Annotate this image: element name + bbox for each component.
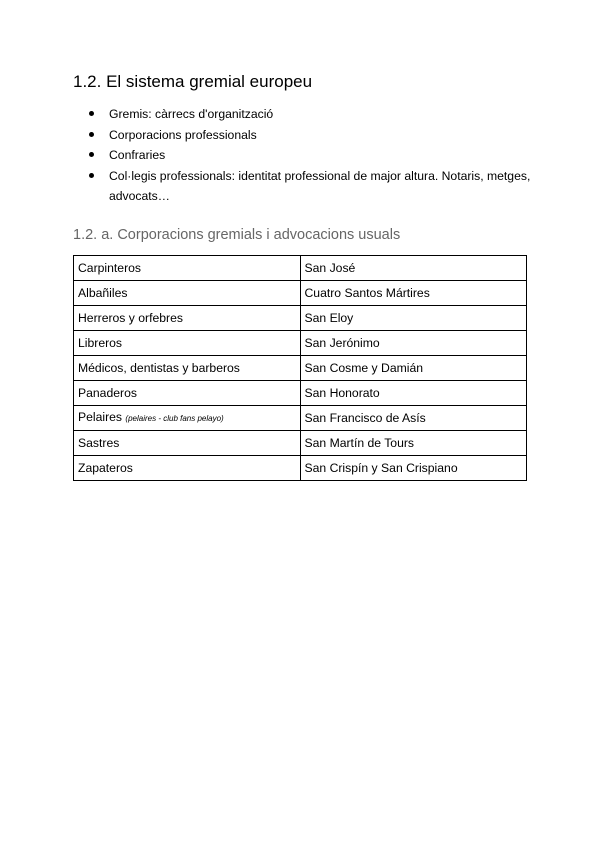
guild-cell: Herreros y orfebres <box>74 306 301 331</box>
patron-cell: San Francisco de Asís <box>300 406 527 431</box>
bullet-item <box>86 145 536 166</box>
table-row <box>74 406 527 431</box>
bullet-text: Col·legis professionals: identitat professional de major altura. Notaris, metges, advocats… <box>109 168 531 203</box>
table-row <box>74 456 527 481</box>
table-row <box>74 331 527 356</box>
patron-cell: Cuatro Santos Mártires <box>300 281 527 306</box>
section-heading: 1.2. El sistema gremial europeu <box>73 72 313 91</box>
bullet-text: Corporacions professionals <box>109 127 257 142</box>
table-row <box>74 306 527 331</box>
table-row <box>74 256 527 281</box>
guild-note: (pelaires - club fans pelayo) <box>125 414 224 423</box>
patron-cell: San Honorato <box>300 381 527 406</box>
table-row <box>74 356 527 381</box>
bullet-text: Gremis: càrrecs d'organització <box>109 107 274 121</box>
bullet-dot-icon <box>89 152 94 157</box>
bullet-dot-icon <box>89 111 94 116</box>
subsection-heading: 1.2. a. Corporacions gremials i advocacions usuals <box>73 227 401 243</box>
bullet-item <box>86 104 536 125</box>
guild-patron-table <box>73 255 527 481</box>
table-row <box>74 381 527 406</box>
guild-cell: Albañiles <box>74 281 301 306</box>
guild-cell: Carpinteros <box>74 256 301 281</box>
bullet-dot-icon <box>89 132 94 137</box>
guild-cell: Sastres <box>74 431 301 456</box>
table-row <box>74 431 527 456</box>
bullet-item <box>86 125 536 146</box>
bullet-dot-icon <box>89 173 94 178</box>
patron-cell: San Martín de Tours <box>300 431 527 456</box>
guild-cell: Libreros <box>74 331 301 356</box>
bullet-item <box>86 166 536 207</box>
patron-cell: San José <box>300 256 527 281</box>
patron-cell: San Eloy <box>300 306 527 331</box>
patron-cell: San Jerónimo <box>300 331 527 356</box>
guild-cell: Médicos, dentistas y barberos <box>74 356 301 381</box>
table-row <box>74 281 527 306</box>
guild-name: Pelaires <box>78 410 123 424</box>
patron-cell: San Crispín y San Crispiano <box>300 456 527 481</box>
guild-cell <box>74 406 301 431</box>
guild-cell: Zapateros <box>74 456 301 481</box>
guild-cell: Panaderos <box>74 381 301 406</box>
bullet-list <box>86 104 536 207</box>
bullet-text: Confraries <box>109 148 166 162</box>
patron-cell: San Cosme y Damián <box>300 356 527 381</box>
